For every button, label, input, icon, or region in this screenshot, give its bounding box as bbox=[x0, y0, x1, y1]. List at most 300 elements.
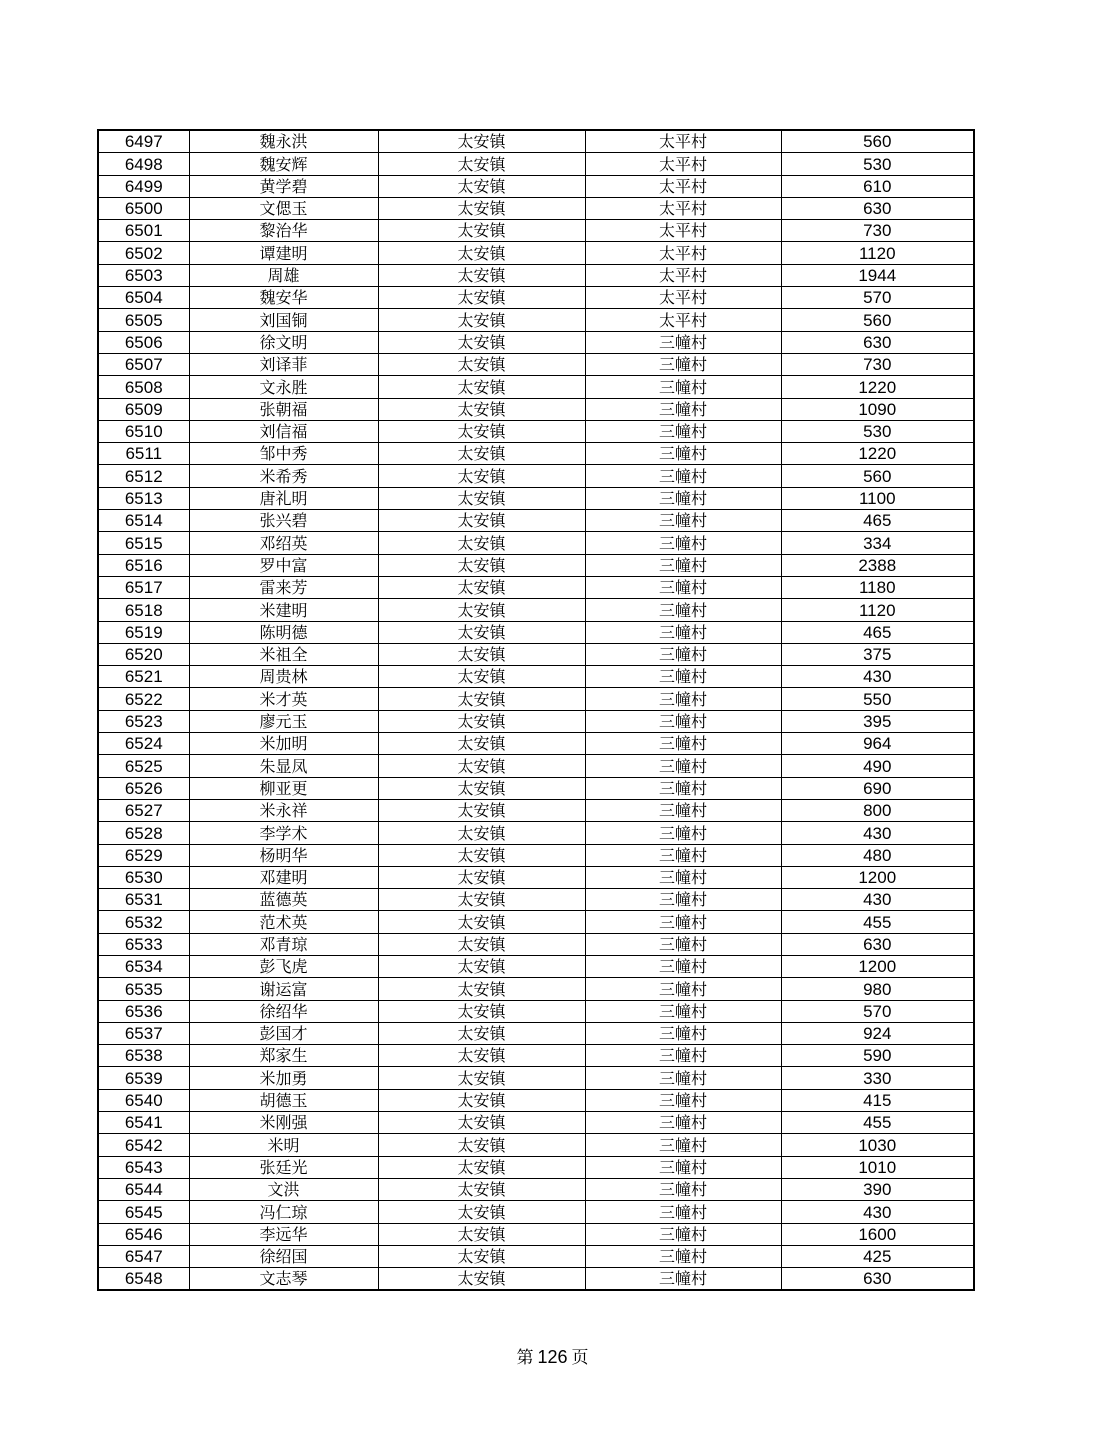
person-name: 周雄 bbox=[189, 264, 378, 286]
person-name: 雷来芳 bbox=[189, 576, 378, 598]
table-row bbox=[98, 1000, 974, 1022]
person-name: 刘译菲 bbox=[189, 353, 378, 375]
village-name: 三幢村 bbox=[585, 1134, 781, 1156]
person-name: 郑家生 bbox=[189, 1045, 378, 1067]
record-number: 6531 bbox=[98, 889, 189, 911]
record-number: 6507 bbox=[98, 353, 189, 375]
village-name: 三幢村 bbox=[585, 465, 781, 487]
record-table bbox=[97, 129, 975, 1291]
table-row bbox=[98, 643, 974, 665]
amount-value: 1120 bbox=[781, 242, 974, 264]
village-name: 三幢村 bbox=[585, 955, 781, 977]
record-number: 6525 bbox=[98, 755, 189, 777]
village-name: 三幢村 bbox=[585, 710, 781, 732]
amount-value: 530 bbox=[781, 153, 974, 175]
town-name: 太安镇 bbox=[378, 1156, 585, 1178]
record-number: 6530 bbox=[98, 866, 189, 888]
record-number: 6543 bbox=[98, 1156, 189, 1178]
table-row bbox=[98, 175, 974, 197]
table-row bbox=[98, 822, 974, 844]
town-name: 太安镇 bbox=[378, 130, 585, 153]
record-number: 6509 bbox=[98, 398, 189, 420]
record-number: 6528 bbox=[98, 822, 189, 844]
person-name: 李学术 bbox=[189, 822, 378, 844]
village-name: 三幢村 bbox=[585, 331, 781, 353]
person-name: 文志琴 bbox=[189, 1268, 378, 1291]
record-number: 6498 bbox=[98, 153, 189, 175]
town-name: 太安镇 bbox=[378, 666, 585, 688]
person-name: 蓝德英 bbox=[189, 889, 378, 911]
town-name: 太安镇 bbox=[378, 242, 585, 264]
record-number: 6514 bbox=[98, 510, 189, 532]
town-name: 太安镇 bbox=[378, 688, 585, 710]
amount-value: 430 bbox=[781, 889, 974, 911]
amount-value: 480 bbox=[781, 844, 974, 866]
record-number: 6503 bbox=[98, 264, 189, 286]
village-name: 三幢村 bbox=[585, 532, 781, 554]
town-name: 太安镇 bbox=[378, 309, 585, 331]
town-name: 太安镇 bbox=[378, 866, 585, 888]
person-name: 米加明 bbox=[189, 733, 378, 755]
table-row bbox=[98, 220, 974, 242]
record-number: 6513 bbox=[98, 487, 189, 509]
town-name: 太安镇 bbox=[378, 777, 585, 799]
town-name: 太安镇 bbox=[378, 1112, 585, 1134]
amount-value: 530 bbox=[781, 420, 974, 442]
record-number: 6502 bbox=[98, 242, 189, 264]
record-number: 6497 bbox=[98, 130, 189, 153]
village-name: 太平村 bbox=[585, 287, 781, 309]
person-name: 米加勇 bbox=[189, 1067, 378, 1089]
amount-value: 334 bbox=[781, 532, 974, 554]
person-name: 朱显凤 bbox=[189, 755, 378, 777]
village-name: 三幢村 bbox=[585, 398, 781, 420]
table-row bbox=[98, 1022, 974, 1044]
town-name: 太安镇 bbox=[378, 1022, 585, 1044]
page-footer bbox=[0, 1343, 1105, 1368]
village-name: 三幢村 bbox=[585, 889, 781, 911]
village-name: 三幢村 bbox=[585, 1067, 781, 1089]
table-row bbox=[98, 1223, 974, 1245]
page-number: 126 bbox=[537, 1347, 568, 1367]
village-name: 三幢村 bbox=[585, 1156, 781, 1178]
town-name: 太安镇 bbox=[378, 532, 585, 554]
table-row bbox=[98, 554, 974, 576]
record-number: 6518 bbox=[98, 599, 189, 621]
village-name: 三幢村 bbox=[585, 688, 781, 710]
record-number: 6522 bbox=[98, 688, 189, 710]
page-label-suffix: 页 bbox=[571, 1348, 589, 1368]
town-name: 太安镇 bbox=[378, 331, 585, 353]
person-name: 李远华 bbox=[189, 1223, 378, 1245]
person-name: 文洪 bbox=[189, 1178, 378, 1200]
amount-value: 630 bbox=[781, 331, 974, 353]
table-body bbox=[98, 130, 974, 1290]
village-name: 太平村 bbox=[585, 309, 781, 331]
amount-value: 1090 bbox=[781, 398, 974, 420]
person-name: 魏安辉 bbox=[189, 153, 378, 175]
town-name: 太安镇 bbox=[378, 287, 585, 309]
record-number: 6542 bbox=[98, 1134, 189, 1156]
table-row bbox=[98, 1156, 974, 1178]
amount-value: 2388 bbox=[781, 554, 974, 576]
town-name: 太安镇 bbox=[378, 955, 585, 977]
village-name: 太平村 bbox=[585, 130, 781, 153]
amount-value: 1220 bbox=[781, 443, 974, 465]
person-name: 徐文明 bbox=[189, 331, 378, 353]
table-row bbox=[98, 1268, 974, 1291]
person-name: 文永胜 bbox=[189, 376, 378, 398]
record-number: 6532 bbox=[98, 911, 189, 933]
table-row bbox=[98, 576, 974, 598]
person-name: 冯仁琼 bbox=[189, 1201, 378, 1223]
record-number: 6533 bbox=[98, 933, 189, 955]
village-name: 三幢村 bbox=[585, 643, 781, 665]
amount-value: 1100 bbox=[781, 487, 974, 509]
village-name: 太平村 bbox=[585, 264, 781, 286]
town-name: 太安镇 bbox=[378, 710, 585, 732]
person-name: 唐礼明 bbox=[189, 487, 378, 509]
record-number: 6508 bbox=[98, 376, 189, 398]
person-name: 黄学碧 bbox=[189, 175, 378, 197]
amount-value: 1600 bbox=[781, 1223, 974, 1245]
record-number: 6515 bbox=[98, 532, 189, 554]
amount-value: 1120 bbox=[781, 599, 974, 621]
person-name: 廖元玉 bbox=[189, 710, 378, 732]
table-row bbox=[98, 153, 974, 175]
village-name: 三幢村 bbox=[585, 1178, 781, 1200]
amount-value: 390 bbox=[781, 1178, 974, 1200]
village-name: 三幢村 bbox=[585, 1223, 781, 1245]
person-name: 徐绍华 bbox=[189, 1000, 378, 1022]
town-name: 太安镇 bbox=[378, 420, 585, 442]
person-name: 陈明德 bbox=[189, 621, 378, 643]
table-row bbox=[98, 1178, 974, 1200]
record-number: 6540 bbox=[98, 1089, 189, 1111]
town-name: 太安镇 bbox=[378, 1245, 585, 1267]
person-name: 文偲玉 bbox=[189, 197, 378, 219]
village-name: 三幢村 bbox=[585, 844, 781, 866]
town-name: 太安镇 bbox=[378, 1134, 585, 1156]
person-name: 米明 bbox=[189, 1134, 378, 1156]
amount-value: 630 bbox=[781, 197, 974, 219]
village-name: 太平村 bbox=[585, 153, 781, 175]
town-name: 太安镇 bbox=[378, 621, 585, 643]
record-number: 6512 bbox=[98, 465, 189, 487]
town-name: 太安镇 bbox=[378, 353, 585, 375]
village-name: 三幢村 bbox=[585, 1112, 781, 1134]
table-row bbox=[98, 443, 974, 465]
town-name: 太安镇 bbox=[378, 576, 585, 598]
table-row bbox=[98, 733, 974, 755]
amount-value: 730 bbox=[781, 220, 974, 242]
record-number: 6523 bbox=[98, 710, 189, 732]
record-number: 6510 bbox=[98, 420, 189, 442]
amount-value: 465 bbox=[781, 621, 974, 643]
person-name: 魏安华 bbox=[189, 287, 378, 309]
amount-value: 490 bbox=[781, 755, 974, 777]
amount-value: 730 bbox=[781, 353, 974, 375]
person-name: 米祖全 bbox=[189, 643, 378, 665]
town-name: 太安镇 bbox=[378, 1178, 585, 1200]
amount-value: 800 bbox=[781, 799, 974, 821]
record-number: 6537 bbox=[98, 1022, 189, 1044]
village-name: 太平村 bbox=[585, 242, 781, 264]
village-name: 三幢村 bbox=[585, 755, 781, 777]
amount-value: 330 bbox=[781, 1067, 974, 1089]
record-number: 6524 bbox=[98, 733, 189, 755]
table-row bbox=[98, 398, 974, 420]
record-number: 6505 bbox=[98, 309, 189, 331]
amount-value: 980 bbox=[781, 978, 974, 1000]
village-name: 三幢村 bbox=[585, 1045, 781, 1067]
town-name: 太安镇 bbox=[378, 599, 585, 621]
village-name: 太平村 bbox=[585, 220, 781, 242]
record-number: 6501 bbox=[98, 220, 189, 242]
village-name: 三幢村 bbox=[585, 443, 781, 465]
village-name: 三幢村 bbox=[585, 376, 781, 398]
village-name: 三幢村 bbox=[585, 554, 781, 576]
amount-value: 425 bbox=[781, 1245, 974, 1267]
table-row bbox=[98, 264, 974, 286]
record-number: 6545 bbox=[98, 1201, 189, 1223]
village-name: 三幢村 bbox=[585, 978, 781, 1000]
village-name: 三幢村 bbox=[585, 599, 781, 621]
amount-value: 560 bbox=[781, 130, 974, 153]
record-number: 6527 bbox=[98, 799, 189, 821]
village-name: 三幢村 bbox=[585, 576, 781, 598]
record-number: 6526 bbox=[98, 777, 189, 799]
person-name: 邓建明 bbox=[189, 866, 378, 888]
person-name: 谢运富 bbox=[189, 978, 378, 1000]
person-name: 张廷光 bbox=[189, 1156, 378, 1178]
table-row bbox=[98, 889, 974, 911]
person-name: 米刚强 bbox=[189, 1112, 378, 1134]
person-name: 张朝福 bbox=[189, 398, 378, 420]
table-row bbox=[98, 844, 974, 866]
person-name: 罗中富 bbox=[189, 554, 378, 576]
table-row bbox=[98, 420, 974, 442]
record-number: 6536 bbox=[98, 1000, 189, 1022]
table-row bbox=[98, 197, 974, 219]
record-number: 6548 bbox=[98, 1268, 189, 1291]
table-row bbox=[98, 130, 974, 153]
table-row bbox=[98, 710, 974, 732]
village-name: 三幢村 bbox=[585, 822, 781, 844]
person-name: 胡德玉 bbox=[189, 1089, 378, 1111]
person-name: 邹中秀 bbox=[189, 443, 378, 465]
town-name: 太安镇 bbox=[378, 487, 585, 509]
village-name: 三幢村 bbox=[585, 1022, 781, 1044]
person-name: 黎治华 bbox=[189, 220, 378, 242]
town-name: 太安镇 bbox=[378, 554, 585, 576]
village-name: 三幢村 bbox=[585, 911, 781, 933]
table-row bbox=[98, 353, 974, 375]
table-row bbox=[98, 331, 974, 353]
record-number: 6544 bbox=[98, 1178, 189, 1200]
table-row bbox=[98, 510, 974, 532]
table-row bbox=[98, 799, 974, 821]
person-name: 米永祥 bbox=[189, 799, 378, 821]
amount-value: 430 bbox=[781, 822, 974, 844]
amount-value: 375 bbox=[781, 643, 974, 665]
amount-value: 1030 bbox=[781, 1134, 974, 1156]
town-name: 太安镇 bbox=[378, 1045, 585, 1067]
town-name: 太安镇 bbox=[378, 755, 585, 777]
record-number: 6511 bbox=[98, 443, 189, 465]
village-name: 三幢村 bbox=[585, 420, 781, 442]
town-name: 太安镇 bbox=[378, 153, 585, 175]
town-name: 太安镇 bbox=[378, 799, 585, 821]
person-name: 谭建明 bbox=[189, 242, 378, 264]
town-name: 太安镇 bbox=[378, 175, 585, 197]
record-number: 6541 bbox=[98, 1112, 189, 1134]
person-name: 范术英 bbox=[189, 911, 378, 933]
person-name: 米希秀 bbox=[189, 465, 378, 487]
village-name: 三幢村 bbox=[585, 510, 781, 532]
person-name: 米建明 bbox=[189, 599, 378, 621]
town-name: 太安镇 bbox=[378, 911, 585, 933]
town-name: 太安镇 bbox=[378, 1201, 585, 1223]
amount-value: 690 bbox=[781, 777, 974, 799]
record-number: 6547 bbox=[98, 1245, 189, 1267]
village-name: 三幢村 bbox=[585, 1000, 781, 1022]
table-row bbox=[98, 911, 974, 933]
town-name: 太安镇 bbox=[378, 398, 585, 420]
town-name: 太安镇 bbox=[378, 822, 585, 844]
amount-value: 1200 bbox=[781, 866, 974, 888]
person-name: 周贵林 bbox=[189, 666, 378, 688]
town-name: 太安镇 bbox=[378, 443, 585, 465]
village-name: 三幢村 bbox=[585, 866, 781, 888]
person-name: 彭国才 bbox=[189, 1022, 378, 1044]
person-name: 邓青琼 bbox=[189, 933, 378, 955]
town-name: 太安镇 bbox=[378, 197, 585, 219]
record-number: 6517 bbox=[98, 576, 189, 598]
person-name: 刘国铜 bbox=[189, 309, 378, 331]
amount-value: 964 bbox=[781, 733, 974, 755]
amount-value: 560 bbox=[781, 465, 974, 487]
town-name: 太安镇 bbox=[378, 465, 585, 487]
amount-value: 465 bbox=[781, 510, 974, 532]
town-name: 太安镇 bbox=[378, 889, 585, 911]
village-name: 三幢村 bbox=[585, 777, 781, 799]
town-name: 太安镇 bbox=[378, 1089, 585, 1111]
amount-value: 630 bbox=[781, 933, 974, 955]
amount-value: 430 bbox=[781, 1201, 974, 1223]
record-number: 6520 bbox=[98, 643, 189, 665]
town-name: 太安镇 bbox=[378, 376, 585, 398]
table-row bbox=[98, 666, 974, 688]
table-row bbox=[98, 978, 974, 1000]
table-row bbox=[98, 1112, 974, 1134]
table-row bbox=[98, 1067, 974, 1089]
person-name: 杨明华 bbox=[189, 844, 378, 866]
amount-value: 455 bbox=[781, 911, 974, 933]
record-number: 6521 bbox=[98, 666, 189, 688]
town-name: 太安镇 bbox=[378, 844, 585, 866]
record-number: 6534 bbox=[98, 955, 189, 977]
amount-value: 415 bbox=[781, 1089, 974, 1111]
record-number: 6529 bbox=[98, 844, 189, 866]
town-name: 太安镇 bbox=[378, 733, 585, 755]
amount-value: 455 bbox=[781, 1112, 974, 1134]
person-name: 张兴碧 bbox=[189, 510, 378, 532]
table-row bbox=[98, 465, 974, 487]
amount-value: 570 bbox=[781, 287, 974, 309]
table-row bbox=[98, 242, 974, 264]
town-name: 太安镇 bbox=[378, 264, 585, 286]
amount-value: 610 bbox=[781, 175, 974, 197]
person-name: 魏永洪 bbox=[189, 130, 378, 153]
record-number: 6500 bbox=[98, 197, 189, 219]
village-name: 三幢村 bbox=[585, 353, 781, 375]
record-number: 6535 bbox=[98, 978, 189, 1000]
record-number: 6499 bbox=[98, 175, 189, 197]
table-row bbox=[98, 309, 974, 331]
amount-value: 924 bbox=[781, 1022, 974, 1044]
table-row bbox=[98, 1201, 974, 1223]
record-number: 6516 bbox=[98, 554, 189, 576]
table-row bbox=[98, 532, 974, 554]
table-row bbox=[98, 688, 974, 710]
table-row bbox=[98, 866, 974, 888]
table-row bbox=[98, 1134, 974, 1156]
village-name: 三幢村 bbox=[585, 1245, 781, 1267]
town-name: 太安镇 bbox=[378, 220, 585, 242]
town-name: 太安镇 bbox=[378, 933, 585, 955]
table-row bbox=[98, 287, 974, 309]
amount-value: 570 bbox=[781, 1000, 974, 1022]
table-row bbox=[98, 1045, 974, 1067]
amount-value: 1010 bbox=[781, 1156, 974, 1178]
village-name: 三幢村 bbox=[585, 1201, 781, 1223]
record-number: 6506 bbox=[98, 331, 189, 353]
table-row bbox=[98, 777, 974, 799]
village-name: 三幢村 bbox=[585, 487, 781, 509]
village-name: 三幢村 bbox=[585, 733, 781, 755]
town-name: 太安镇 bbox=[378, 978, 585, 1000]
record-number: 6539 bbox=[98, 1067, 189, 1089]
town-name: 太安镇 bbox=[378, 1268, 585, 1291]
table-row bbox=[98, 1089, 974, 1111]
village-name: 三幢村 bbox=[585, 1268, 781, 1291]
amount-value: 1944 bbox=[781, 264, 974, 286]
amount-value: 560 bbox=[781, 309, 974, 331]
town-name: 太安镇 bbox=[378, 1067, 585, 1089]
table-row bbox=[98, 621, 974, 643]
person-name: 徐绍国 bbox=[189, 1245, 378, 1267]
record-number: 6538 bbox=[98, 1045, 189, 1067]
table-row bbox=[98, 599, 974, 621]
amount-value: 630 bbox=[781, 1268, 974, 1291]
person-name: 米才英 bbox=[189, 688, 378, 710]
table-row bbox=[98, 933, 974, 955]
village-name: 三幢村 bbox=[585, 1089, 781, 1111]
amount-value: 430 bbox=[781, 666, 974, 688]
person-name: 彭飞虎 bbox=[189, 955, 378, 977]
amount-value: 395 bbox=[781, 710, 974, 732]
record-number: 6519 bbox=[98, 621, 189, 643]
village-name: 太平村 bbox=[585, 197, 781, 219]
table-row bbox=[98, 955, 974, 977]
person-name: 刘信福 bbox=[189, 420, 378, 442]
town-name: 太安镇 bbox=[378, 510, 585, 532]
table-row bbox=[98, 755, 974, 777]
amount-value: 590 bbox=[781, 1045, 974, 1067]
record-number: 6546 bbox=[98, 1223, 189, 1245]
amount-value: 550 bbox=[781, 688, 974, 710]
